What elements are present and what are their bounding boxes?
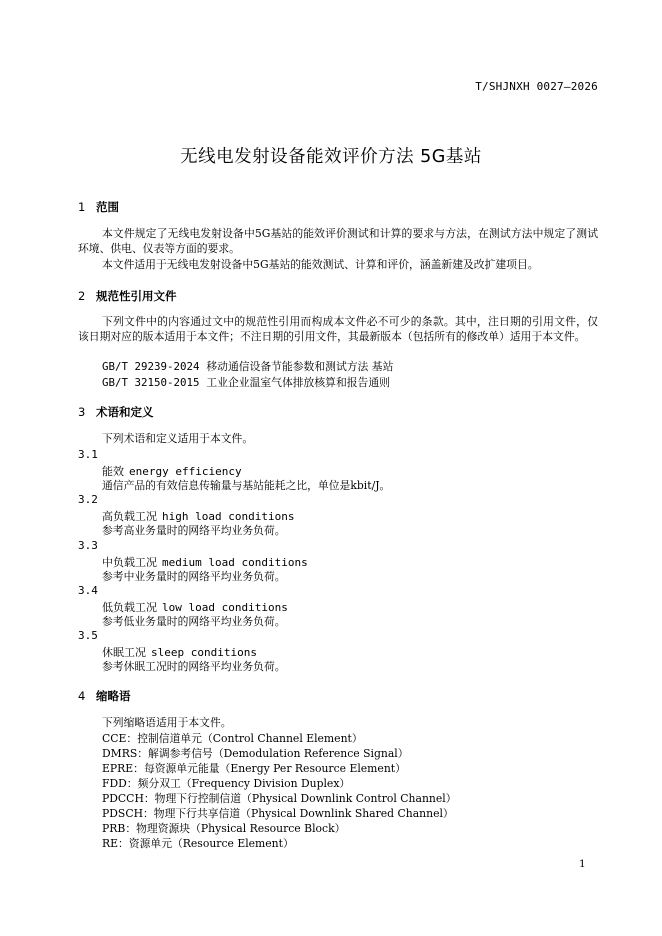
section-heading-normative-references: [78, 288, 177, 304]
section-intro: 下列缩略语适用于本文件。: [102, 716, 232, 729]
abbreviation-item: PDCCH：物理下行控制信道（Physical Downlink Control Channel）: [102, 792, 457, 805]
term-definition: 参考低业务量时的网络平均业务负荷。: [102, 615, 286, 628]
term-zh: 中负载工况: [102, 556, 157, 569]
term-name: [102, 463, 242, 479]
term-name: [102, 599, 288, 615]
abbreviation-item: PDSCH：物理下行共享信道（Physical Downlink Shared Channel）: [102, 807, 454, 820]
section-title: 规范性引用文件: [96, 289, 177, 303]
section-title: 缩略语: [96, 689, 131, 703]
term-zh: 高负载工况: [102, 510, 157, 523]
page-number: 1: [579, 858, 586, 870]
term-en: medium load conditions: [162, 556, 308, 569]
paragraph: 下列文件中的内容通过文中的规范性引用而构成本文件必不可少的条款。其中，注日期的引用文件，仅该日期对应的版本适用于本文件；不注日期的引用文件，其最新版本（包括所有的修改单）适用于本文件。: [78, 315, 598, 343]
term-number: 3.4: [78, 584, 98, 597]
reference-title: 移动通信设备节能参数和测试方法 基站: [206, 360, 394, 373]
section-heading-abbreviations: [78, 688, 131, 704]
abbreviation-item: DMRS：解调参考信号（Demodulation Reference Signal）: [102, 747, 409, 760]
term-definition: 通信产品的有效信息传输量与基站能耗之比，单位是kbit/J。: [102, 479, 391, 492]
abbreviation-item: FDD：频分双工（Frequency Division Duplex）: [102, 777, 351, 790]
document-code: T/SHJNXH 0027—2026: [475, 80, 598, 93]
paragraph: 本文件规定了无线电发射设备中5G基站的能效评价测试和计算的要求与方法，在测试方法中规定了测试环境、供电、仪表等方面的要求。: [78, 227, 598, 255]
term-zh: 休眠工况: [102, 646, 146, 659]
document-title: 无线电发射设备能效评价方法 5G基站: [180, 147, 482, 167]
abbreviation-item: EPRE：每资源单元能量（Energy Per Resource Element）: [102, 762, 406, 775]
term-name: [102, 644, 257, 660]
section-number: 1: [78, 200, 86, 214]
reference-title: 工业企业温室气体排放核算和报告通则: [206, 376, 390, 389]
term-en: low load conditions: [162, 601, 288, 614]
term-name: [102, 554, 308, 570]
reference-code: GB/T 29239-2024: [102, 360, 200, 373]
section-number: 3: [78, 405, 86, 419]
section-title: 范围: [96, 200, 119, 214]
section-heading-scope: [78, 199, 119, 215]
term-en: sleep conditions: [151, 646, 257, 659]
section-intro: 下列术语和定义适用于本文件。: [102, 432, 254, 445]
section-number: 4: [78, 689, 86, 703]
section-number: 2: [78, 289, 86, 303]
abbreviation-item: CCE：控制信道单元（Control Channel Element）: [102, 732, 363, 745]
reference-code: GB/T 32150-2015: [102, 376, 200, 389]
term-zh: 能效: [102, 465, 124, 478]
term-definition: 参考高业务量时的网络平均业务负荷。: [102, 524, 286, 537]
term-number: 3.3: [78, 539, 98, 552]
abbreviation-item: RE：资源单元（Resource Element）: [102, 837, 294, 850]
term-en: energy efficiency: [129, 465, 242, 478]
term-en: high load conditions: [162, 510, 295, 523]
section-title: 术语和定义: [96, 405, 154, 419]
term-zh: 低负载工况: [102, 601, 157, 614]
reference-item: [102, 375, 390, 390]
term-number: 3.1: [78, 448, 98, 461]
abbreviation-item: PRB：物理资源块（Physical Resource Block）: [102, 822, 346, 835]
term-name: [102, 508, 294, 524]
term-number: 3.5: [78, 629, 98, 642]
paragraph: 本文件适用于无线电发射设备中5G基站的能效测试、计算和评价，涵盖新建及改扩建项目。: [102, 258, 539, 271]
term-definition: 参考休眠工况时的网络平均业务负荷。: [102, 660, 286, 673]
section-heading-terms-and-definitions: [78, 404, 154, 420]
reference-item: [102, 359, 393, 374]
term-number: 3.2: [78, 493, 98, 506]
term-definition: 参考中业务量时的网络平均业务负荷。: [102, 570, 286, 583]
